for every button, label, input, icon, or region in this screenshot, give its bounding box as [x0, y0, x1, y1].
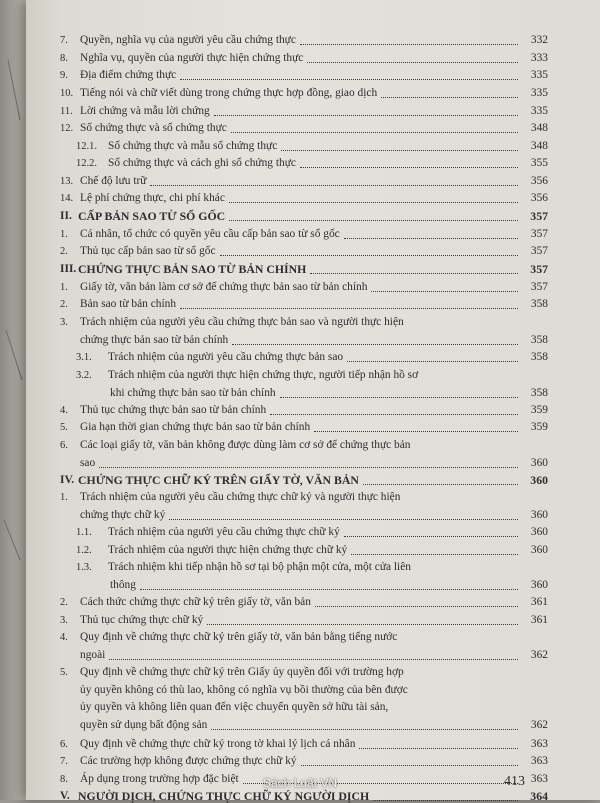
toc-page-number: 356: [530, 175, 548, 187]
leader-dots: [270, 413, 518, 415]
toc-entry-title: Thủ tục cấp bản sao từ sổ gốc: [80, 245, 216, 257]
toc-entry-number: 12.1.: [76, 141, 97, 152]
toc-entry: [60, 298, 548, 311]
toc-entry: [60, 526, 548, 539]
leader-dots: [351, 553, 518, 555]
leader-dots: [150, 184, 518, 186]
toc-entry-title: CHỨNG THỰC BẢN SAO TỪ BẢN CHÍNH: [78, 262, 307, 276]
toc-page-number: 348: [530, 122, 548, 134]
toc-entry-number: IV.: [60, 474, 75, 486]
toc-entry: [60, 790, 548, 803]
toc-page-number: 335: [530, 105, 548, 117]
toc-entry-title: Trách nhiệm của người yêu cầu chứng thực chữ ký: [108, 526, 340, 538]
leader-dots: [310, 272, 518, 274]
toc-page-number: 359: [530, 421, 548, 433]
toc-entry: [60, 649, 548, 662]
toc-entry-number: 7.: [60, 756, 68, 767]
toc-entry-title: Sổ chứng thực và cách ghi sổ chứng thực: [108, 157, 296, 169]
leader-dots: [371, 290, 518, 292]
toc-page-number: 362: [530, 648, 548, 661]
toc-entry-number: V.: [60, 790, 70, 802]
toc-entry: [60, 596, 548, 609]
toc-entry-number: 5.: [60, 422, 68, 433]
toc-entry-number: 11.: [60, 106, 73, 117]
toc-entry-title: Số chứng thực và sổ chứng thực: [80, 122, 227, 134]
toc-entry-title: Gia hạn thời gian chứng thực bản sao từ bản chính: [80, 421, 311, 433]
toc-entry-number: II.: [60, 210, 72, 222]
toc-entry: [60, 738, 548, 751]
leader-dots: [315, 605, 518, 607]
toc-page-number: 363: [530, 773, 548, 785]
leader-dots: [373, 799, 518, 801]
leader-dots: [231, 131, 518, 133]
toc-entry: [60, 69, 548, 82]
toc-entry-title: Chế độ lưu trữ: [80, 175, 147, 187]
toc-entry: [60, 157, 548, 170]
leader-dots: [109, 658, 518, 660]
toc-entry: [60, 87, 548, 100]
toc-page-number: 357: [530, 245, 548, 257]
toc-page-number: 357: [530, 228, 548, 240]
toc-entry: [60, 666, 548, 679]
toc-page-number: 358: [530, 333, 548, 346]
leader-dots: [301, 764, 518, 766]
toc-page-number: 357: [530, 209, 548, 223]
toc-entry-title: Bản sao từ bản chính: [80, 298, 177, 310]
toc-page-number: 358: [530, 351, 548, 363]
toc-entry: [60, 509, 548, 522]
toc-page-number: 362: [530, 718, 548, 731]
toc-entry: [60, 544, 548, 557]
toc-entry-number: 7.: [60, 35, 68, 46]
toc-entry: [60, 245, 548, 258]
toc-entry-title: Trách nhiệm của người thực hiện chứng thực, người tiếp nhận hồ sơ: [108, 369, 419, 381]
toc-entry-number: 9.: [60, 70, 68, 81]
toc-entry-number: 12.2.: [76, 158, 97, 169]
toc-entry: [60, 439, 548, 452]
toc-page-number: 363: [530, 755, 548, 767]
toc-entry-title: Quyền, nghĩa vụ của người yêu cầu chứng thực: [80, 34, 296, 46]
leader-dots: [229, 219, 518, 221]
toc-entry-number: 1.: [60, 229, 68, 240]
toc-entry: [60, 175, 548, 188]
toc-entry: [60, 631, 548, 644]
leader-dots: [363, 483, 518, 485]
toc-entry-title: Cách thức chứng thực chữ ký trên giấy tờ, văn bản: [80, 596, 311, 608]
toc-entry-title: Lời chứng và mẫu lời chứng: [80, 105, 210, 117]
toc-entry-title: Số chứng thực và mẫu sổ chứng thực: [108, 140, 278, 152]
toc-entry-number: 4.: [60, 405, 68, 416]
toc-entry-title: Các trường hợp không được chứng thực chữ ký: [80, 755, 297, 767]
toc-entry: [60, 140, 548, 153]
toc-entry-number: 8.: [60, 53, 68, 64]
toc-page-number: 360: [530, 508, 548, 521]
toc-entry-title: Giấy tờ, văn bản làm cơ sở để chứng thực bản sao từ bản chính: [80, 281, 368, 293]
toc-entry-title: Lệ phí chứng thực, chi phí khác: [80, 192, 225, 204]
leader-dots: [220, 254, 518, 256]
toc-entry-title: Nghĩa vụ, quyền của người thực hiện chứng thực: [80, 52, 304, 64]
toc-page-number: 357: [530, 262, 548, 276]
toc-entry-number: 1.1.: [76, 527, 92, 538]
toc-entry-title: ủy quyền và không liên quan đến việc chuyển quyền sở hữu tài sản,: [80, 701, 389, 714]
toc-entry-number: 6.: [60, 739, 68, 750]
toc-entry: [60, 263, 548, 276]
toc-page-number: 361: [530, 614, 548, 626]
toc-entry-title: Cá nhân, tổ chức có quyền yêu cầu cấp bản sao từ sổ gốc: [80, 228, 340, 240]
toc-entry-title: Tiếng nói và chữ viết dùng trong chứng thực hợp đồng, giao dịch: [80, 87, 378, 99]
toc-page-number: 360: [530, 526, 548, 538]
toc-entry-title: Trách nhiệm khi tiếp nhận hồ sơ tại bộ phận một cửa, một cửa liên: [108, 561, 411, 573]
toc-entry-number: 3.: [60, 317, 68, 328]
toc-page-number: 360: [530, 578, 548, 591]
toc-entry-title: Địa điểm chứng thực: [80, 69, 177, 81]
leader-dots: [140, 588, 518, 590]
toc-entry-number: 1.: [60, 492, 68, 503]
toc-entry-title: CHỨNG THỰC CHỮ KÝ TRÊN GIẤY TỜ, VĂN BẢN: [78, 473, 359, 487]
leader-dots: [359, 747, 518, 749]
toc-entry-title: Trách nhiệm của người yêu cầu chứng thực chữ ký và người thực hiện: [80, 491, 401, 503]
leader-dots: [344, 237, 518, 239]
toc-entry-number: 3.1.: [76, 352, 92, 363]
toc-entry-number: 1.3.: [76, 562, 92, 573]
watermark: Sách Luật VN: [262, 776, 338, 790]
toc-entry-number: 3.2.: [76, 370, 92, 381]
toc-entry: [60, 210, 548, 223]
toc-entry-title: Các loại giấy tờ, văn bản không được dùng làm cơ sở để chứng thực bản: [80, 439, 411, 451]
toc-entry-number: 12.: [60, 123, 74, 134]
toc-page-number: 348: [530, 140, 548, 152]
leader-dots: [344, 535, 518, 537]
toc-page-number: 356: [530, 192, 548, 204]
toc-entry-title: Thủ tục chứng thực chữ ký: [80, 614, 204, 626]
toc-page-number: 359: [530, 404, 548, 416]
toc-page-number: 358: [530, 298, 548, 310]
leader-dots: [232, 343, 518, 345]
toc-page-number: 361: [530, 596, 548, 608]
toc-page-number: 332: [530, 34, 548, 46]
toc-entry-title: khi chứng thực bản sao từ bản chính: [110, 386, 276, 399]
leader-dots: [207, 623, 518, 625]
toc-entry-title: Trách nhiệm của người yêu cầu chứng thực bản sao: [108, 351, 344, 363]
toc-entry: [60, 684, 548, 697]
toc-entry-number: 8.: [60, 774, 68, 785]
toc-entry-number: 13.: [60, 176, 74, 187]
toc-entry-title: Quy định về chứng thực chữ ký trên Giấy ủy quyền đối với trường hợp: [80, 666, 404, 678]
toc-entry-title: Quy định về chứng thực chữ ký trên giấy tờ, văn bản bằng tiếng nước: [80, 631, 398, 643]
toc-entry: [60, 369, 548, 382]
toc-entry: [60, 614, 548, 627]
leader-dots: [99, 466, 518, 468]
toc-page-number: 358: [530, 386, 548, 399]
leader-dots: [347, 360, 518, 362]
leader-dots: [281, 149, 518, 151]
toc-entry-number: 5.: [60, 667, 68, 678]
toc-entry-title: quyền sử dụng bất động sản: [80, 718, 208, 731]
toc-entry-title: chứng thực chữ ký: [80, 508, 166, 521]
toc-entry: [60, 351, 548, 364]
toc-page-number: 360: [530, 456, 548, 469]
toc-page-number: 335: [530, 87, 548, 99]
toc-entry-title: Áp dụng trong trường hợp đặc biệt: [80, 773, 239, 785]
toc-entry-title: Quy định về chứng thực chữ ký trong tờ khai lý lịch cá nhân: [80, 738, 356, 750]
toc-page-number: 360: [530, 473, 548, 487]
toc-entry: [60, 122, 548, 135]
toc-entry: [60, 281, 548, 294]
toc-entry-number: 10.: [60, 88, 74, 99]
toc-entry-title: NGƯỜI DỊCH, CHỨNG THỰC CHỮ KÝ NGƯỜI DỊCH: [78, 789, 370, 803]
leader-dots: [307, 61, 518, 63]
leader-dots: [180, 78, 518, 80]
toc-page-number: 335: [530, 69, 548, 81]
toc-entry: [60, 579, 548, 592]
toc-entry: [60, 387, 548, 400]
toc-page-number: 363: [530, 738, 548, 750]
toc-entry-title: ngoài: [80, 648, 106, 661]
toc-entry: [60, 34, 548, 47]
leader-dots: [300, 43, 518, 45]
page-number: 413: [504, 774, 525, 789]
toc-entry: [60, 316, 548, 329]
toc-entry: [60, 457, 548, 470]
toc-entry-number: 1.: [60, 282, 68, 293]
toc-entry-title: CẤP BẢN SAO TỪ SỔ GỐC: [78, 209, 226, 223]
toc-page-number: 360: [530, 544, 548, 556]
toc-entry: [60, 491, 548, 504]
binding-edge-lines: [0, 0, 26, 800]
toc-entry-number: 14.: [60, 193, 74, 204]
toc-entry: [60, 228, 548, 241]
toc-entry-title: sao: [80, 456, 96, 469]
leader-dots: [300, 166, 518, 168]
toc-entry: [60, 404, 548, 417]
toc-entry-number: 4.: [60, 632, 68, 643]
toc-entry: [60, 719, 548, 732]
toc-entry: [60, 561, 548, 574]
toc-entry: [60, 755, 548, 768]
leader-dots: [280, 396, 518, 398]
leader-dots: [314, 430, 518, 432]
toc-entry-number: 2.: [60, 597, 68, 608]
adjacent-page-edge: [0, 0, 26, 800]
toc-page-number: 333: [530, 52, 548, 64]
toc-entry: [60, 52, 548, 65]
leader-dots: [169, 518, 518, 520]
toc-entry-number: 6.: [60, 440, 68, 451]
leader-dots: [381, 96, 518, 98]
toc-page-number: 357: [530, 281, 548, 293]
toc-entry-number: 3.: [60, 615, 68, 626]
toc-entry: [60, 192, 548, 205]
leader-dots: [180, 307, 518, 309]
toc-entry-title: Trách nhiệm của người yêu cầu chứng thực bản sao và người thực hiện: [80, 316, 404, 328]
toc-page-number: 355: [530, 157, 548, 169]
toc-entry-number: III.: [60, 263, 77, 275]
toc-entry-number: 1.2.: [76, 545, 92, 556]
toc-entry-title: chứng thực bản sao từ bản chính: [80, 333, 229, 346]
toc-entry: [60, 334, 548, 347]
toc-entry-title: Thủ tục chứng thực bản sao từ bản chính: [80, 404, 267, 416]
toc-entry-title: Trách nhiệm của người thực hiện chứng thực chữ ký: [108, 544, 348, 556]
leader-dots: [229, 201, 518, 203]
toc-entry-title: ủy quyền không có thù lao, không có nghĩa vụ bồi thường của bên được: [80, 683, 408, 696]
leader-dots: [211, 728, 518, 730]
toc-entry-number: 2.: [60, 299, 68, 310]
book-page: [26, 0, 600, 803]
toc-entry: [60, 701, 548, 714]
toc-entry: [60, 421, 548, 434]
leader-dots: [214, 114, 518, 116]
toc-entry-title: thông: [110, 578, 136, 591]
toc-entry: [60, 474, 548, 487]
toc-entry: [60, 105, 548, 118]
toc-entry-number: 2.: [60, 246, 68, 257]
toc-page-number: 364: [530, 789, 548, 803]
